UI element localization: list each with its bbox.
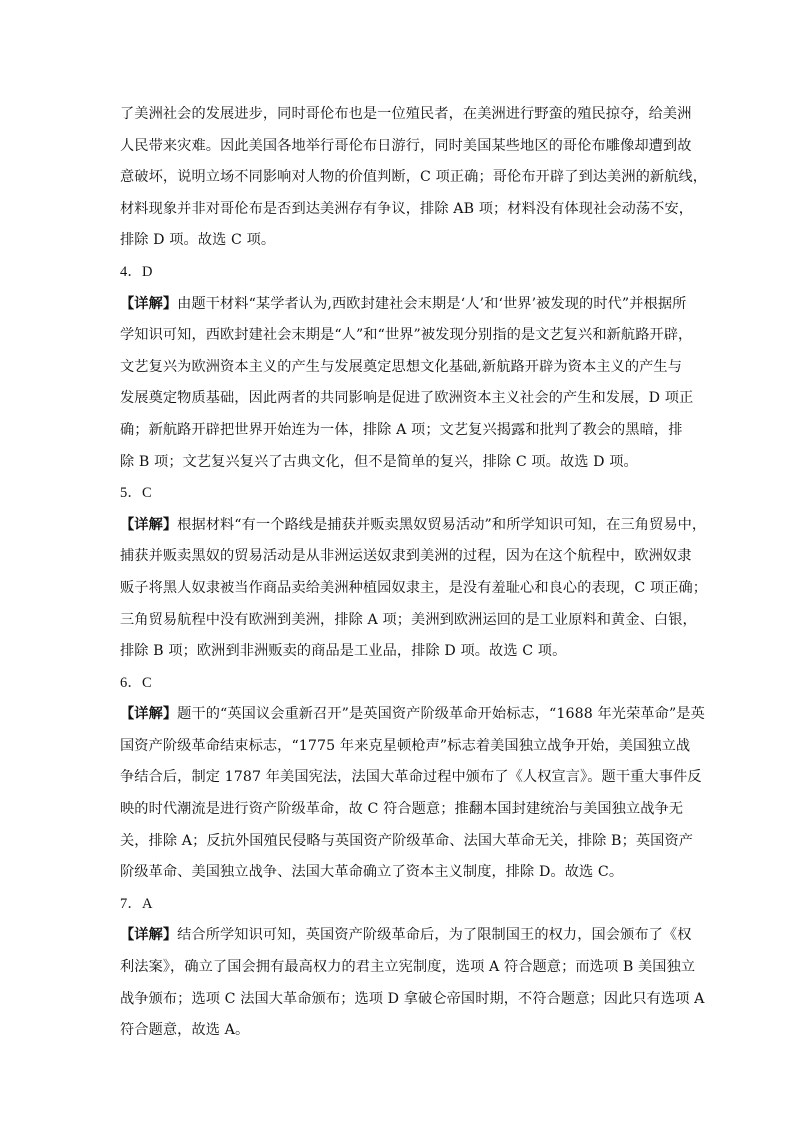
text-line: 发展奠定物质基础，因此两者的共同影响是促进了欧洲资本主义社会的产生和发展，D 项正 xyxy=(120,390,694,407)
text-line: 贩子将黑人奴隶被当作商品卖给美洲种植园奴隶主，是没有羞耻心和良心的表现，C 项正确； xyxy=(120,579,708,596)
explanation-continuation xyxy=(120,99,708,257)
text-line: 三角贸易航程中没有欧洲到美洲，排除 A 项；美洲到欧洲运回的是工业原料和黄金、白银， xyxy=(120,611,697,628)
answer-item-5 xyxy=(120,478,708,668)
text-line: 除 B 项；文艺复兴复兴了古典文化，但不是简单的复兴，排除 C 项。故选 D 项。 xyxy=(120,453,638,470)
text-line: 国资产阶级革命结束标志，“1775 年来克星顿枪声”标志着美国独立战争开始，美国独立战 xyxy=(120,737,691,754)
detail-label: 【详解】 xyxy=(120,295,178,312)
text-line: 文艺复兴为欧洲资本主义的产生与发展奠定思想文化基础,新航路开辟为资本主义的产生与 xyxy=(120,358,682,375)
text-line: 学知识可知，西欧封建社会末期是“人”和“世界”被发现分别指的是文艺复兴和新航路开辟， xyxy=(120,327,693,344)
answer-number: 6．C xyxy=(120,674,152,691)
answer-number: 7．A xyxy=(120,895,153,912)
text-line: 确；新航路开辟把世界开始连为一体，排除 A 项；文艺复兴揭露和批判了教会的黑暗，排 xyxy=(120,421,683,438)
text-line xyxy=(120,920,692,952)
answer-number: 4．D xyxy=(120,263,153,280)
text-line xyxy=(120,510,707,542)
text-line: 排除 B 项；欧洲到非洲贩卖的商品是工业品，排除 D 项。故选 C 项。 xyxy=(120,643,567,660)
answer-explanations xyxy=(120,99,708,1047)
answer-item-7 xyxy=(120,889,705,1047)
text-line: 捕获并贩卖黑奴的贸易活动是从非洲运送奴隶到美洲的过程，因为在这个航程中，欧洲奴隶 xyxy=(120,548,692,565)
text-line xyxy=(120,699,705,731)
detail-text: 根据材料“有一个路线是捕获并贩卖黑奴贸易活动”和所学知识可知，在三角贸易中， xyxy=(177,516,707,533)
answer-item-4 xyxy=(120,257,694,478)
detail-label: 【详解】 xyxy=(120,706,178,723)
text-line: 映的时代潮流是进行资产阶级革命，故 C 符合题意；推翻本国封建统治与美国独立战争无 xyxy=(120,801,684,818)
text-line: 了美洲社会的发展进步，同时哥伦布也是一位殖民者，在美洲进行野蛮的殖民掠夺，给美洲 xyxy=(120,106,692,122)
answer-number: 5．C xyxy=(120,485,152,502)
detail-text: 由题干材料“某学者认为,西欧封建社会末期是‘人’和‘世界’被发现的时代”并根据所 xyxy=(177,295,687,312)
detail-label: 【详解】 xyxy=(120,927,178,944)
text-line: 符合题意，故选 A。 xyxy=(120,1022,250,1039)
detail-text: 结合所学知识可知，英国资产阶级革命后，为了限制国王的权力，国会颁布了《权 xyxy=(177,927,692,944)
detail-text: 题干的“英国议会重新召开”是英国资产阶级革命开始标志，“1688 年光荣革命”是英 xyxy=(177,706,705,723)
answer-item-6 xyxy=(120,668,705,889)
text-line: 争结合后，制定 1787 年美国宪法，法国大革命过程中颁布了《人权宣言》。题干重大事件反 xyxy=(120,769,702,786)
text-line: 材料现象并非对哥伦布是否到达美洲存有争议，排除 AB 项；材料没有体现社会动荡不安， xyxy=(120,200,694,217)
detail-label: 【详解】 xyxy=(120,516,178,533)
text-line: 关，排除 A；反抗外国殖民侵略与英国资产阶级革命、法国大革命无关，排除 B；英国资产 xyxy=(120,832,694,849)
text-line: 战争颁布；选项 C 法国大革命颁布；选项 D 拿破仑帝国时期，不符合题意；因此只有选项 A xyxy=(120,990,705,1007)
text-line: 利法案》，确立了国会拥有最高权力的君主立宪制度，选项 A 符合题意；而选项 B 美国独立 xyxy=(120,959,696,976)
text-line xyxy=(120,289,687,321)
text-line: 阶级革命、美国独立战争、法国大革命确立了资本主义制度，排除 D。故选 C。 xyxy=(120,864,624,881)
text-line: 排除 D 项。故选 C 项。 xyxy=(120,232,276,249)
text-line: 意破坏，说明立场不同影响对人物的价值判断，C 项正确；哥伦布开辟了到达美洲的新航线， xyxy=(120,169,708,186)
text-line: 人民带来灾难。因此美国各地举行哥伦布日游行，同时美国某些地区的哥伦布雕像却遭到故 xyxy=(120,137,692,154)
